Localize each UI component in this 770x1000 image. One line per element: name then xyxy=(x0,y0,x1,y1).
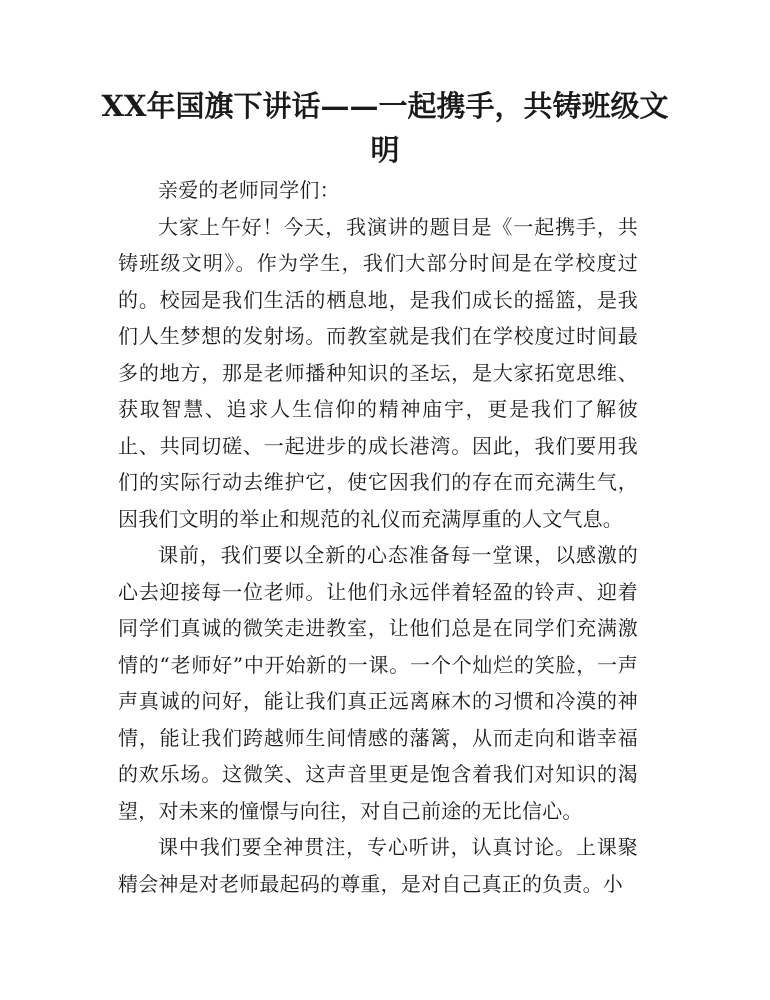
paragraph: 课前，我们要以全新的心态准备每一堂课，以感激的心去迎接每一位老师。让他们永远伴着轻盈的铃声、迎着同学们真诚的微笑走进教室，让他们总是在同学们充满激情的“老师好”中开始新的一课。一个个灿烂的笑脸，一声声真诚的问好，能让我们真正远离麻木的习惯和冷漠的神情，能让我们跨越师生间情感的藩篱，从而走向和谐幸福的欢乐场。这微笑、这声音里更是饱含着我们对知识的渴望，对未来的憧憬与向往，对自己前途的无比信心。 xyxy=(118,543,638,823)
paragraph: 大家上午好！今天，我演讲的题目是《一起携手，共铸班级文明》。作为学生，我们大部分时间是在学校度过的。校园是我们生活的栖息地，是我们成长的摇篮，是我们人生梦想的发射场。而教室就是我们在学校度过时间最多的地方，那是老师播种知识的圣坛，是大家拓宽思维、获取智慧、追求人生信仰的精神庙宇，更是我们了解彼止、共同切磋、一起进步的成长港湾。因此，我们要用我们的实际行动去维护它，使它因我们的存在而充满生气，因我们文明的举止和规范的礼仪而充满厚重的人文气息。 xyxy=(118,214,638,531)
document-body xyxy=(118,172,638,902)
paragraph: 课中我们要全神贯注，专心听讲，认真讨论。上课聚精会神是对老师最起码的尊重，是对自己真正的负责。小 xyxy=(118,835,638,896)
document-title: XX年国旗下讲话——一起携手，共铸班级文明 xyxy=(101,89,669,167)
paragraph-salutation: 亲爱的老师同学们： xyxy=(158,178,340,202)
